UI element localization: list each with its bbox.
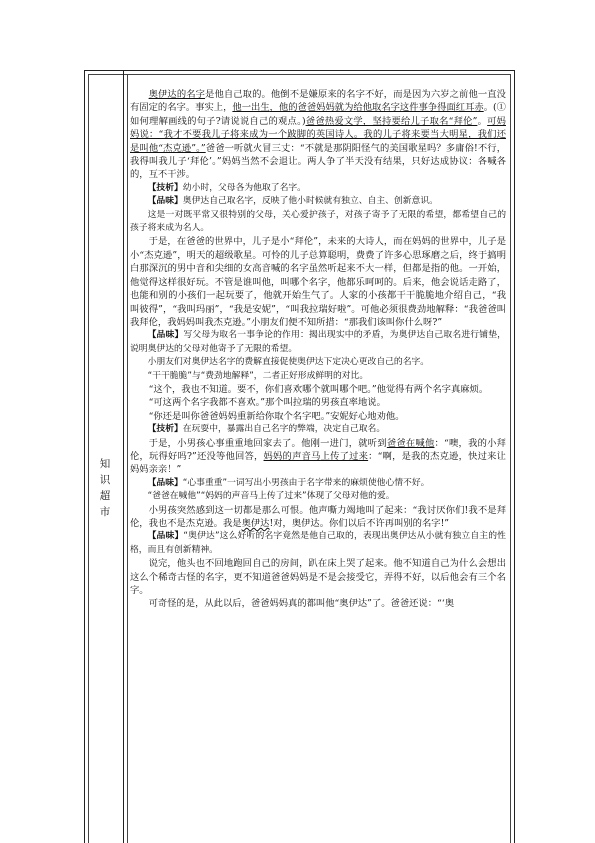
text-segment: 爸爸在喊他 [386, 437, 435, 449]
text-segment: ：“啊，是我的杰克逊，快过来让妈妈亲亲！” [130, 450, 506, 476]
annotation-paragraph [130, 356, 506, 369]
text-segment: 这是一对既平常又很特别的父母，关心爱护孩子，对孩子寄予了无限的希望，都希望自己的孩子将来成为名人。 [130, 209, 506, 234]
column-divider [123, 71, 124, 843]
text-segment: 奥伊达自己取名字，反映了他小时候就有独立、自主、创新意识。 [182, 196, 438, 207]
text-segment: 写父母为取名一事争论的作用：揭出现实中的矛盾，为奥伊达自己取名进行铺垫，说明奥伊达的父母对他寄予了无限的希望。 [130, 330, 506, 354]
text-paragraph [130, 235, 506, 329]
text-paragraph [130, 383, 506, 396]
annotation-tag: 【品味】 [147, 196, 183, 207]
text-segment: !对，奥伊达。你们以后不许再叫别的名字!” [269, 518, 450, 529]
text-segment: “奥伊达”这么好听的名字竟然是他自己取的，表现出奥伊达从小就有独立自主的性格，而且有创新精神。 [130, 531, 506, 555]
annotation-paragraph [130, 195, 506, 208]
text-segment: 妈妈的声音马上传了过来 [263, 450, 369, 462]
text-segment: “干干脆脆”与“费劲地解释”，二者正好形成鲜明的对比。 [147, 370, 369, 381]
text-segment: 于是，在爸爸的世界中，儿子是小“拜伦”，未来的大诗人，而在妈妈的世界中，儿子是小“杰克逊”，明天的超级歌星。可怜的儿子总算聪明，费费了许多心思琢磨之后，终于搞明白那深沉的男中音和尖细的女高音喊的名字虽然听起来不大一样，但都是指的他。一开始，他觉得这样很好玩。不管是谁叫他，叫哪个名字，他都乐呵呵的。后来，他会说话走路了，也能和别的小孩们一起玩要了，他就开始生气了。人家的小孩都干干脆脆地介绍自己，“我叫彼得”，“我叫玛丽”，“我是安妮”，“叫我拉瑞好啦”。可他必须很费劲地解释：“我爸爸叫我拜伦，我妈妈叫我杰克逊。”小朋友们便不知所措：“那我们该叫你什么呀?” [130, 236, 506, 328]
text-segment: 说完，他头也不回地跑回自己的房间，趴在床上哭了起来。他不知道自己为什么会想出这么个稀奇古怪的名字，更不知道爸爸妈妈是不是会接受它，弄得不好，以后他会有三个名字。 [130, 558, 506, 597]
annotation-paragraph [130, 423, 506, 436]
text-segment: 小朋友们对奥伊达名字的费解直接促使奥伊达下定决心更改自己的名字。 [147, 357, 430, 368]
text-segment: 是他自己取的。他倒不是嫌原来的名字不好，而是因为六岁之前他一直没有固定的名字。事实上， [130, 89, 506, 114]
annotation-paragraph [130, 370, 506, 383]
text-segment: ，他的爸爸妈妈就为给他取名字这件事争得面红耳赤 [269, 102, 484, 114]
annotation-tag: 【技析】 [147, 424, 183, 435]
text-segment: “爸爸在喊他”“妈妈的声音马上传了过来”体现了父母对他的爱。 [147, 491, 395, 502]
text-segment: “心事重重”一词写出小男孩由于名字带来的麻烦使他心情不好。 [182, 477, 430, 488]
annotation-tag: 【品味】 [147, 330, 184, 341]
text-paragraph [130, 396, 506, 409]
annotation-paragraph [130, 329, 506, 356]
text-segment: 。 [477, 115, 488, 127]
text-paragraph [130, 504, 506, 531]
text-segment: 爸爸热爱文学，坚持要给儿子取名“拜伦” [305, 115, 478, 127]
text-segment: 。(①如何理解画线的句子?请说说自己的观点。) [130, 102, 506, 127]
text-segment: 小男孩突然感到这一切都是那么可恨。他声嘶力竭地叫了起来：“我讨厌你们!我不是拜伦，我也不是杰克逊。我是 [130, 504, 506, 529]
side-label [95, 456, 115, 520]
annotation-tag: 【品味】 [147, 477, 183, 488]
side-label-char: 市 [99, 506, 111, 518]
text-segment: 幼小时，父母各为他取了名字。 [182, 182, 306, 193]
text-segment: 可妈妈说：“我才不要我儿子将来成为一个跛脚的英国诗人。我的儿子将来要当大明星，我们还是叫他“杰克逊”。” [130, 115, 506, 154]
text-segment: “可这两个名字我都不喜欢。”那个叫拉瑞的男孩直率地说。 [148, 397, 386, 409]
annotation-tag: 【品味】 [147, 531, 184, 542]
text-segment: ：“噢，我的小拜伦，玩得好吗?”还没等他回答， [130, 437, 506, 462]
reading-text [130, 88, 506, 611]
annotation-paragraph [130, 530, 506, 557]
text-segment: 于是，小男孩心事重重地回家去了。他刚一进门，就听到 [148, 437, 387, 449]
text-paragraph [130, 557, 506, 597]
side-label-char: 超 [99, 490, 111, 502]
annotation-paragraph [130, 209, 506, 236]
text-segment: 在玩耍中，暴露出自己名字的弊端，决定自己取名。 [182, 424, 386, 435]
text-paragraph [130, 597, 506, 610]
annotation-paragraph [130, 490, 506, 503]
text-segment: “这个，我也不知道。要不，你们喜欢哪个就叫哪个吧。”他觉得有两个名字真麻烦。 [148, 383, 489, 395]
text-segment: 爸爸一听就火冒三丈：“不就是那阴阳怪气的美国歌星吗？多庸俗!不行，我得叫我儿子‘拜伦’。”妈妈当然不会退让。两人争了半天没有结果，只好达成协议：各喊各的，互不干涉。 [130, 142, 507, 181]
annotation-paragraph [130, 477, 506, 490]
text-segment: “你还是叫你爸爸妈妈重新给你取个名字吧。”安妮好心地劝他。 [148, 410, 405, 422]
side-label-char: 识 [99, 474, 111, 486]
text-segment: 可奇怪的是，从此以后，爸爸妈妈真的都叫他“奥伊达”了。爸爸还说：“‘奥 [148, 598, 455, 610]
text-paragraph [130, 437, 506, 477]
annotation-paragraph [130, 182, 506, 195]
text-segment: 奥伊达的名字 [148, 89, 206, 100]
side-label-char: 知 [99, 458, 111, 470]
annotation-tag: 【技析】 [147, 182, 183, 193]
text-paragraph [130, 88, 506, 182]
text-segment: 他一出生 [232, 102, 270, 114]
text-paragraph [130, 410, 506, 423]
text-segment: 奥伊达 [241, 518, 270, 529]
